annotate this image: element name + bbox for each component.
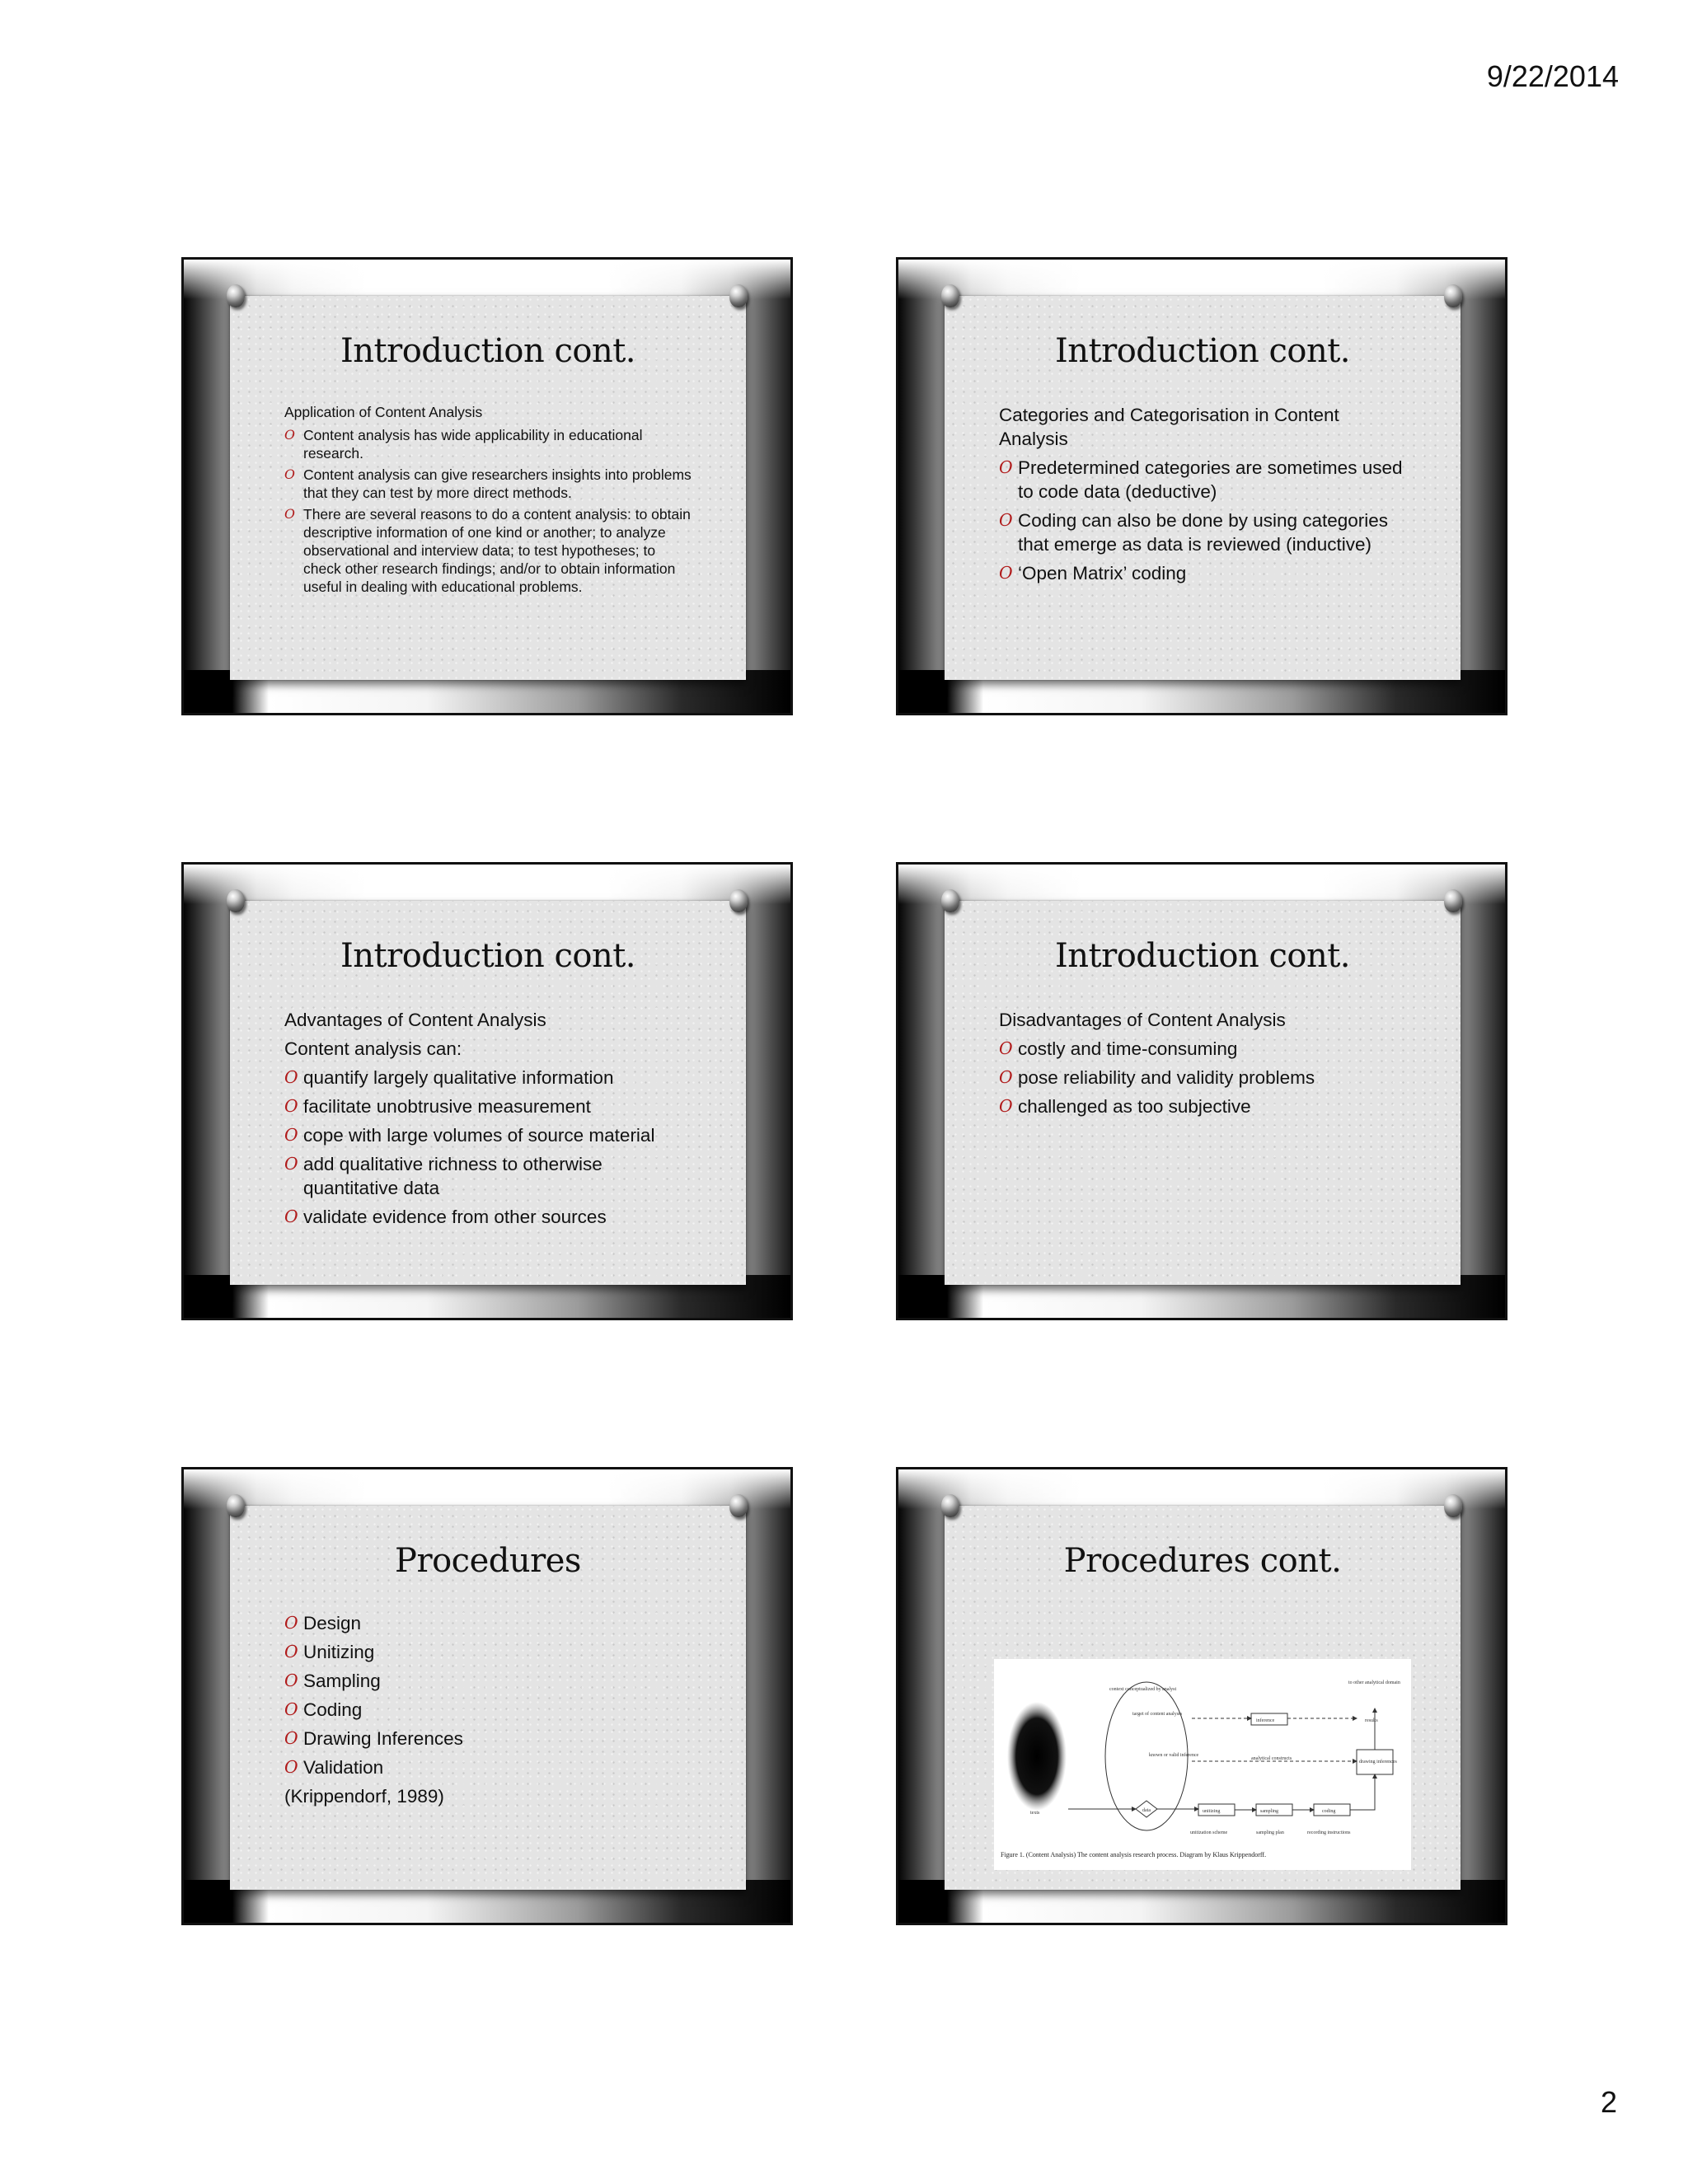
bullet-text: challenged as too subjective: [1018, 1096, 1251, 1117]
bullet-item: [284, 1205, 695, 1229]
bullet-item: [284, 1755, 695, 1779]
process-diagram: [994, 1659, 1411, 1870]
label-scheme: unitization scheme: [1190, 1830, 1228, 1835]
pushpin-icon: [941, 1494, 959, 1517]
bullet-text: Validation: [303, 1757, 384, 1778]
slide-subheading: Application of Content Analysis: [284, 404, 483, 420]
label-inference: inference: [1256, 1718, 1275, 1723]
bullet-item: [999, 456, 1409, 504]
bullet-text: quantify largely qualitative information: [303, 1067, 614, 1088]
pushpin-icon: [729, 889, 748, 912]
bullet-icon: O: [284, 1096, 298, 1116]
slide-subheading: Content analysis can:: [284, 1038, 462, 1059]
label-context: context conceptualized by analyst: [1109, 1687, 1177, 1692]
bullet-text: ‘Open Matrix’ coding: [1018, 563, 1187, 583]
bullet-text: Design: [303, 1613, 362, 1633]
bullet-item: [284, 1669, 695, 1693]
bullet-text: costly and time-consuming: [1018, 1038, 1238, 1059]
bullet-list: [284, 1066, 695, 1229]
bullet-text: Unitizing: [303, 1642, 375, 1662]
bullet-icon: O: [284, 1757, 298, 1777]
slide-body: [999, 1008, 1409, 1123]
slide-subheading: Advantages of Content Analysis: [284, 1010, 546, 1030]
bullet-icon: O: [999, 563, 1013, 583]
figure-caption: Figure 1. (Content Analysis) The content analysis research process. Diagram by Klaus Krippendorff.: [1001, 1851, 1267, 1858]
bullet-icon: O: [284, 1671, 298, 1690]
bullet-item: [284, 1066, 695, 1090]
texts-cloud: [1007, 1702, 1067, 1811]
pushpin-icon: [941, 889, 959, 912]
bullet-text: There are several reasons to do a content analysis: to obtain descriptive information of one kind or another; to analyze observational and interview data; to test hypotheses; to check other research findings; and/or to obtain information useful in dealing with educational problems.: [303, 506, 691, 595]
bullet-icon: O: [284, 1207, 298, 1226]
slide-paper: [230, 1506, 746, 1890]
bullet-item: [284, 1611, 695, 1635]
slide-title: Procedures cont.: [1063, 1542, 1342, 1580]
slide-body: [284, 1008, 695, 1234]
citation: (Krippendorf, 1989): [284, 1786, 444, 1807]
bullet-icon: O: [284, 1125, 298, 1145]
slide-title: Introduction cont.: [1054, 937, 1351, 975]
bullet-item: [284, 1698, 695, 1722]
bullet-icon: O: [999, 457, 1013, 477]
bullet-icon: O: [284, 466, 295, 482]
bullet-item: [999, 1094, 1409, 1118]
bullet-icon: O: [284, 1728, 298, 1748]
bullet-icon: O: [999, 1038, 1013, 1058]
label-results: results: [1365, 1718, 1378, 1723]
bullet-list: [284, 426, 695, 596]
page-number: 2: [1600, 2085, 1617, 2119]
slide-body: [284, 403, 695, 599]
slide-4: [896, 862, 1507, 1320]
slide-1: [181, 257, 793, 715]
content-analysis-diagram: [994, 1659, 1411, 1870]
bullet-text: facilitate unobtrusive measurement: [303, 1096, 591, 1117]
bullet-item: [284, 1123, 695, 1147]
label-sampling: sampling: [1260, 1809, 1278, 1814]
bullet-item: [284, 1727, 695, 1750]
slide-subheading: Disadvantages of Content Analysis: [999, 1010, 1286, 1030]
slide-paper: [945, 901, 1461, 1285]
bullet-item: [999, 1037, 1409, 1061]
label-coding: coding: [1322, 1809, 1336, 1814]
pushpin-icon: [941, 284, 959, 307]
bullet-item: [284, 426, 695, 462]
pushpin-icon: [227, 889, 245, 912]
slide-paper: [945, 296, 1461, 680]
slide-paper: [230, 296, 746, 680]
slide-3: [181, 862, 793, 1320]
bullet-icon: O: [999, 510, 1013, 530]
label-target: target of content analysis: [1132, 1712, 1183, 1717]
pushpin-icon: [227, 1494, 245, 1517]
bullet-item: [284, 1640, 695, 1664]
slide-6: [896, 1467, 1507, 1925]
label-plan: sampling plan: [1256, 1830, 1284, 1835]
bullet-icon: O: [284, 1067, 298, 1087]
bullet-icon: O: [284, 427, 295, 443]
bullet-item: [284, 466, 695, 502]
pushpin-icon: [1444, 284, 1462, 307]
bullet-item: [999, 509, 1409, 556]
bullet-text: Coding: [303, 1699, 363, 1720]
bullet-text: Content analysis has wide applicability in educational research.: [303, 427, 643, 462]
bullet-text: Coding can also be done by using categories that emerge as data is reviewed (inductive): [1018, 510, 1389, 555]
pushpin-icon: [729, 1494, 748, 1517]
label-constructs: analytical constructs: [1251, 1756, 1292, 1761]
pushpin-icon: [729, 284, 748, 307]
slide-body: [999, 403, 1409, 590]
label-drawing: drawing inferences: [1359, 1760, 1397, 1765]
bullet-text: Drawing Inferences: [303, 1728, 463, 1749]
bullet-text: add qualitative richness to otherwise quantitative data: [303, 1154, 603, 1198]
page-date: 9/22/2014: [1486, 59, 1619, 93]
label-instructions: recording instructions: [1307, 1830, 1351, 1835]
slide-title: Procedures: [395, 1542, 581, 1580]
bullet-item: [999, 1066, 1409, 1090]
bullet-text: cope with large volumes of source material: [303, 1125, 655, 1146]
bullet-icon: O: [999, 1067, 1013, 1087]
pushpin-icon: [1444, 1494, 1462, 1517]
bullet-item: [999, 561, 1409, 585]
bullet-icon: O: [284, 1642, 298, 1661]
slide-title: Introduction cont.: [1054, 332, 1351, 370]
bullet-icon: O: [284, 1154, 298, 1174]
slide-title: Introduction cont.: [340, 937, 636, 975]
bullet-text: pose reliability and validity problems: [1018, 1067, 1315, 1088]
slide-2: [896, 257, 1507, 715]
slide-paper: [945, 1506, 1461, 1890]
bullet-icon: O: [284, 1699, 298, 1719]
bullet-item: [284, 1094, 695, 1118]
bullet-text: Content analysis can give researchers insights into problems that they can test by more direct methods.: [303, 466, 692, 501]
bullet-text: Predetermined categories are sometimes used to code data (deductive): [1018, 457, 1403, 502]
pushpin-icon: [1444, 889, 1462, 912]
bullet-icon: O: [999, 1096, 1013, 1116]
label-other: to other analytical domain: [1348, 1680, 1400, 1685]
bullet-list: [999, 1037, 1409, 1118]
bullet-list: [284, 1611, 695, 1779]
pushpin-icon: [227, 284, 245, 307]
bullet-text: Sampling: [303, 1671, 381, 1691]
slide-title: Introduction cont.: [340, 332, 636, 370]
slide-body: [284, 1611, 695, 1813]
bullet-list: [999, 456, 1409, 585]
label-data: data: [1142, 1808, 1151, 1813]
bullet-text: validate evidence from other sources: [303, 1207, 607, 1227]
slide-subheading: Categories and Categorisation in Content Analysis: [999, 405, 1339, 449]
bullet-item: [284, 505, 695, 596]
label-texts: texts: [1030, 1811, 1040, 1816]
bullet-icon: O: [284, 506, 295, 522]
bullet-icon: O: [284, 1613, 298, 1633]
slide-5: [181, 1467, 793, 1925]
label-known: known or valid inference: [1149, 1753, 1199, 1758]
bullet-item: [284, 1152, 695, 1200]
slide-paper: [230, 901, 746, 1285]
label-unitizing: unitizing: [1203, 1809, 1221, 1814]
